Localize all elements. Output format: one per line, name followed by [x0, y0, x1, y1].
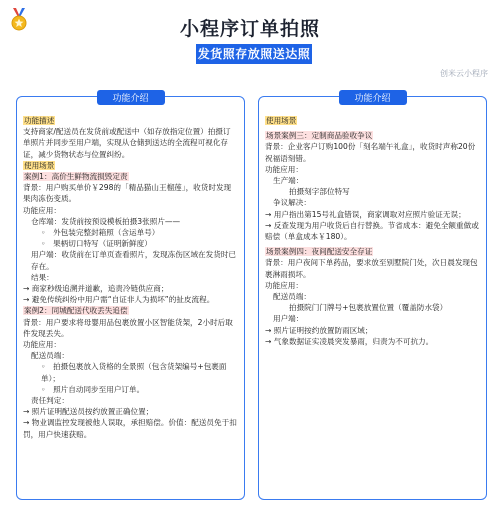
- section-heading: 案例2：同城配送代收丢失追偿: [24, 306, 128, 316]
- text-line: [265, 115, 480, 126]
- page-subtitle-badge: 发货照存放照送达照: [196, 44, 312, 64]
- line-text: ◦ 照片自动同步至用户订单。: [41, 384, 145, 394]
- text-line: [265, 291, 480, 302]
- line-text: 配送员端：: [273, 292, 311, 302]
- text-line: [23, 272, 238, 283]
- brand-label: 创米云小程序: [440, 69, 488, 78]
- line-text: 背景：企业客户订购100份「刻名端午礼盒」，收货时声称20份祝福语刻错。: [265, 142, 476, 163]
- text-line: [23, 126, 238, 160]
- line-text: → 气象数据证实凌晨突发暴雨，归责为不可抗力。: [265, 336, 434, 346]
- line-text: ◦ 外包装完整封箱照（含运单号）: [41, 228, 160, 238]
- line-text: → 反查发现为用户收货后自行替换。节省成本：避免全额重做或赔偿（单盒成本￥180）。: [265, 220, 479, 242]
- line-text: 争议解决：: [273, 198, 311, 208]
- text-line: [23, 182, 238, 204]
- line-text: ◦ 拍摄包裹放入货格的全景照（包含货架编号+包裹面单）；: [41, 362, 227, 383]
- text-line: [265, 220, 480, 242]
- text-line: [265, 197, 480, 208]
- text-line: [265, 209, 480, 220]
- line-text: 用户端：收货前在订单页查看照片，发现冻伤区域在发货时已存在。: [31, 250, 237, 271]
- line-text: 功能应用：: [265, 280, 303, 290]
- section-heading: 场景案例三：定制商品验收争议: [266, 131, 373, 141]
- text-line: [23, 350, 238, 361]
- line-text: → 避免传统纠纷中用户需“自证非人为损坏”的扯皮流程。: [23, 295, 215, 305]
- section-heading: 案例1：高价生鲜物流损毁定责: [24, 172, 128, 182]
- left-panel-heading: 功能介绍: [96, 90, 164, 105]
- text-line: [23, 395, 238, 406]
- right-panel-heading: 功能介绍: [338, 90, 406, 105]
- text-line: [265, 280, 480, 291]
- line-text: → 照片证明配送员按约放置正确位置；: [23, 407, 154, 417]
- line-text: 配送员端：: [31, 351, 69, 361]
- text-line: [265, 246, 480, 257]
- text-line: [23, 339, 238, 350]
- line-text: 生产端：: [273, 176, 304, 186]
- text-line: [23, 361, 238, 383]
- text-line: [23, 417, 238, 439]
- line-text: 拍摄刻字部位特写: [289, 187, 350, 197]
- line-text: → 商家秒级追溯并道歉，追责冷链供应商；: [23, 284, 169, 294]
- text-line: [23, 317, 238, 339]
- text-line: [23, 283, 238, 294]
- text-line: [23, 249, 238, 271]
- page-header: [0, 0, 500, 88]
- text-line: [265, 325, 480, 336]
- line-text: → 物业调监控发现被他人误取，承担赔偿。价值：配送员免于扣罚，用户快速获赔。: [23, 418, 237, 439]
- text-line: [23, 406, 238, 417]
- section-heading: 场景案例四：夜间配送安全存证: [266, 247, 373, 257]
- line-text: 仓库端：发货前按预设模板拍摄3张照片——: [31, 216, 181, 226]
- line-text: 背景：用户夜间下单药品，要求放至别墅院门处，次日晨发现包裹淋雨损坏。: [265, 258, 478, 279]
- text-line: [23, 305, 238, 316]
- text-line: [23, 384, 238, 395]
- text-line: [23, 227, 238, 238]
- section-heading: 使用场景: [266, 116, 297, 125]
- page-title: 小程序订单拍照: [179, 18, 320, 40]
- text-line: [23, 216, 238, 227]
- text-line: [23, 115, 238, 126]
- line-text: → 照片证明按约放置防雨区域；: [265, 325, 373, 335]
- line-text: 背景：用户要求将母婴用品包裹放置小区智能货架，2小时后取件发现丢失。: [23, 317, 233, 338]
- left-feature-panel: [16, 96, 245, 500]
- line-text: 用户端：: [273, 314, 304, 324]
- text-line: [265, 257, 480, 279]
- text-line: [23, 160, 238, 171]
- text-line: [23, 238, 238, 249]
- right-feature-panel: [258, 96, 487, 500]
- line-text: ◦ 果柄切口特写（证明新鲜度）: [41, 239, 152, 249]
- line-text: → 用户指出第15号礼盒错误，商家调取对应照片验证无误；: [265, 209, 466, 219]
- text-line: [265, 175, 480, 186]
- line-text: 功能应用：: [23, 340, 61, 350]
- text-line: [265, 302, 480, 313]
- section-heading: 使用场景: [24, 160, 55, 170]
- line-text: 背景：用户购买单价￥298的「精品猫山王榴莲」，收货时发现果肉冻伤变质。: [23, 183, 232, 204]
- line-text: 支持商家/配送员在发货前或配送中（如存放指定位置）拍摄订单照片并同步至用户端，实现从仓储到送达的全流程可视化存证，减少货物状态与位置纠纷。: [23, 127, 231, 159]
- right-panel-content: [265, 115, 480, 347]
- text-line: [265, 164, 480, 175]
- line-text: 功能应用：: [23, 205, 61, 215]
- text-line: [265, 130, 480, 141]
- text-line: [265, 336, 480, 347]
- text-line: [265, 141, 480, 163]
- left-panel-content: [23, 115, 238, 440]
- text-line: [265, 186, 480, 197]
- line-text: 拍摄院门门牌号+包裹放置位置（覆盖防水袋）: [289, 303, 448, 313]
- text-line: [23, 171, 238, 182]
- section-heading: 功能描述: [24, 116, 55, 125]
- line-text: 结果：: [31, 272, 54, 282]
- line-text: 责任判定：: [31, 396, 69, 406]
- text-line: [23, 294, 238, 305]
- text-line: [265, 313, 480, 324]
- text-line: [23, 205, 238, 216]
- line-text: 功能应用：: [265, 164, 303, 174]
